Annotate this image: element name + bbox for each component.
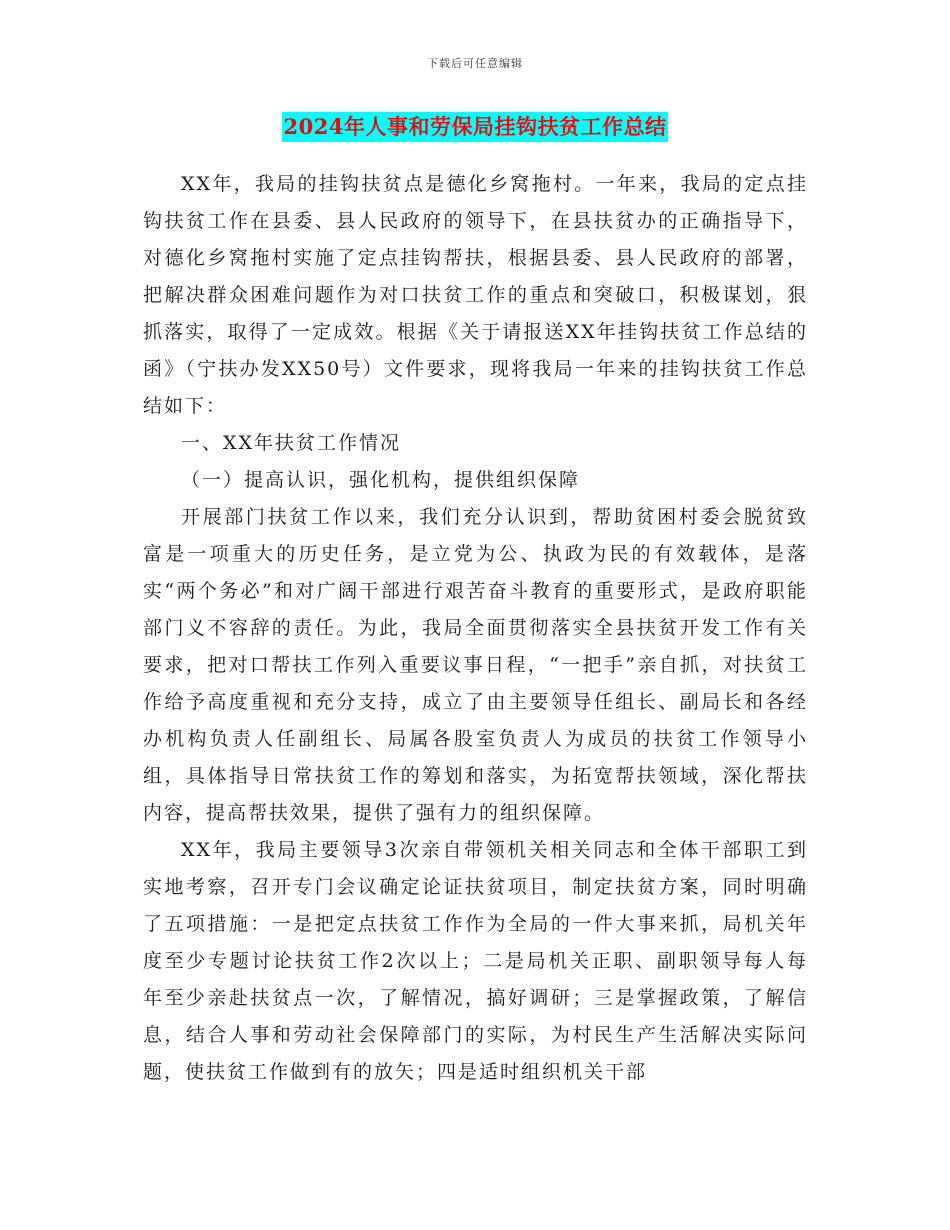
subsection-heading-1: （一）提高认识，强化机构，提供组织保障 bbox=[181, 469, 581, 491]
paragraph-organization: 开展部门扶贫工作以来，我们充分认识到，帮助贫困村委会脱贫致富是一项重大的历史任务，是立党为公、执政为民的有效载体，是落实“两个务必”和对广阔干部进行艰苦奋斗教育的重要形式，是政府职能部门义不容辞的责任。为此，我局全面贯彻落实全县扶贫开发工作有关要求，把对口帮扶工作列入重要议事日程，“一把手”亲自抓，对扶贫工作给予高度重视和充分支持，成立了由主要领导任组长、副局长和各经办机构负责人任副组长、局属各股室负责人为成员的扶贫工作领导小组，具体指导日常扶贫工作的筹划和落实，为拓宽帮扶领域，深化帮扶内容，提高帮扶效果，提供了强有力的组织保障。 bbox=[143, 506, 808, 824]
header-note: 下载后可任意编辑 bbox=[427, 57, 523, 70]
paragraph-measures: XX年，我局主要领导3次亲自带领机关相关同志和全体干部职工到实地考察，召开专门会议确定论证扶贫项目，制定扶贫方案，同时明确了五项措施：一是把定点扶贫工作作为全局的一件大事来抓，局机关年度至少专题讨论扶贫工作2次以上；二是局机关正职、副职领导每人每年至少亲赴扶贫点一次，了解情况，搞好调研；三是掌握政策，了解信息，结合人事和劳动社会保障部门的实际，为村民生产生活解决实际问题，使扶贫工作做到有的放矢；四是适时组织机关干部 bbox=[143, 839, 808, 1083]
title-container bbox=[0, 112, 950, 142]
document-body bbox=[143, 166, 808, 1091]
section-heading-1: 一、XX年扶贫工作情况 bbox=[181, 432, 402, 454]
document-title: 2024年人事和劳保局挂钩扶贫工作总结 bbox=[282, 112, 669, 142]
paragraph-intro: XX年，我局的挂钩扶贫点是德化乡窝拖村。一年来，我局的定点挂钩扶贫工作在县委、县人民政府的领导下，在县扶贫办的正确指导下，对德化乡窝拖村实施了定点挂钩帮扶，根据县委、县人民政府的部署，把解决群众困难问题作为对口扶贫工作的重点和突破口，积极谋划，狠抓落实，取得了一定成效。根据《关于请报送XX年挂钩扶贫工作总结的函》（宁扶办发XX50号）文件要求，现将我局一年来的挂钩扶贫工作总结如下： bbox=[143, 173, 808, 417]
